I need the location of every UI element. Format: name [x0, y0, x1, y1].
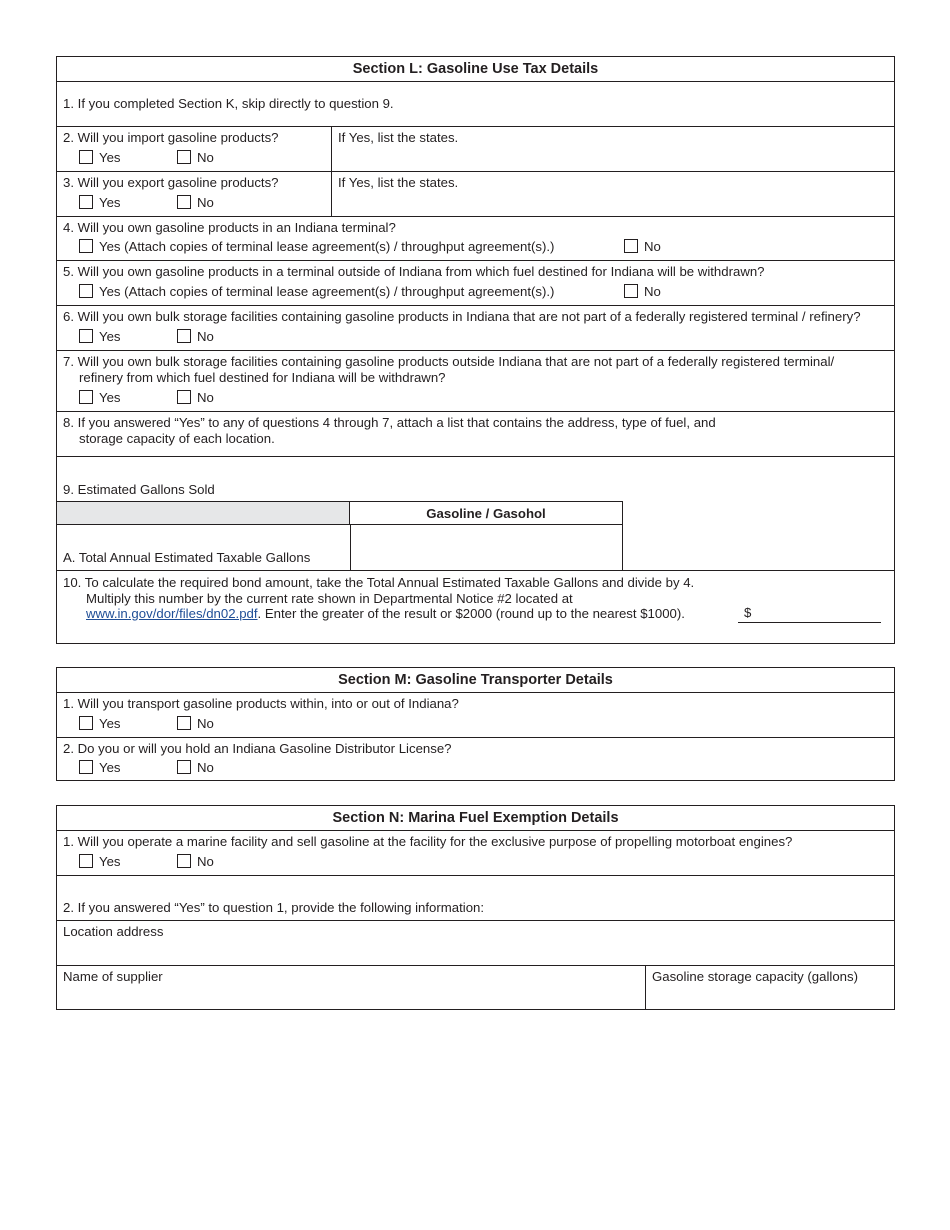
gallons-table [57, 501, 623, 571]
section-l-title: Section L: Gasoline Use Tax Details [352, 61, 599, 77]
section-n [56, 805, 895, 1010]
checkbox[interactable] [177, 760, 191, 774]
checkbox[interactable] [79, 329, 93, 343]
checkbox[interactable] [177, 716, 191, 730]
checkbox[interactable] [177, 150, 191, 164]
l-q4-yes[interactable]: Yes (Attach copies of terminal lease agreement(s) / throughput agreement(s).) [79, 239, 554, 254]
l-q10-text-line1: 10. To calculate the required bond amount, take the Total Annual Estimated Taxable Gallons and divide by 4. [63, 575, 695, 590]
l-q7-yes[interactable]: Yes [79, 390, 121, 405]
m-q2-row [57, 737, 894, 780]
l-q3-no[interactable]: No [177, 195, 214, 210]
n-q2-row [57, 875, 894, 920]
l-q10-row [57, 570, 894, 643]
section-m-title: Section M: Gasoline Transporter Details [338, 672, 613, 688]
divider [331, 172, 332, 216]
l-q2-row [57, 126, 894, 171]
m-q1-yes[interactable]: Yes [79, 716, 121, 731]
l-q6-yes[interactable]: Yes [79, 329, 121, 344]
l-q3-text: 3. Will you export gasoline products? [63, 175, 279, 190]
l-q7-text-line2: refinery from which fuel destined for Indiana will be withdrawn? [79, 370, 446, 385]
l-q7-row [57, 350, 894, 411]
n-q1-text: 1. Will you operate a marine facility and sell gasoline at the facility for the exclusive purpose of propelling motorboat engines? [63, 834, 793, 849]
m-q2-yes[interactable]: Yes [79, 760, 121, 775]
supplier-name-label: Name of supplier [63, 969, 163, 984]
m-q2-no[interactable]: No [177, 760, 214, 775]
m-q1-text: 1. Will you transport gasoline products within, into or out of Indiana? [63, 696, 459, 711]
divider [331, 127, 332, 171]
location-address-label: Location address [63, 924, 164, 939]
l-q6-no[interactable]: No [177, 329, 214, 344]
checkbox[interactable] [177, 195, 191, 209]
section-l [56, 56, 895, 644]
n-q1-row [57, 830, 894, 875]
l-q3-row [57, 171, 894, 216]
l-q1-row [57, 81, 894, 126]
section-n-title: Section N: Marina Fuel Exemption Details [332, 810, 619, 826]
l-q10-text-line3: www.in.gov/dor/files/dn02.pdf. Enter the greater of the result or $2000 (round up to the nearest $1000). [86, 606, 685, 621]
l-q1-text: 1. If you completed Section K, skip directly to question 9. [63, 96, 394, 111]
l-q4-row [57, 216, 894, 260]
checkbox[interactable] [79, 854, 93, 868]
gallons-table-col-header: Gasoline / Gasohol [350, 502, 622, 525]
l-q5-yes[interactable]: Yes (Attach copies of terminal lease agreement(s) / throughput agreement(s).) [79, 284, 554, 299]
checkbox[interactable] [624, 239, 638, 253]
l-q3-yes[interactable]: Yes [79, 195, 121, 210]
dn02-link[interactable]: www.in.gov/dor/files/dn02.pdf [86, 606, 258, 621]
l-q4-text: 4. Will you own gasoline products in an Indiana terminal? [63, 220, 396, 235]
l-q2-states-field[interactable]: If Yes, list the states. [338, 130, 459, 145]
l-q7-text-line1: 7. Will you own bulk storage facilities containing gasoline products outside Indiana that are not part of a federally registered terminal/ [63, 354, 835, 369]
n-q1-no[interactable]: No [177, 854, 214, 869]
storage-capacity-label: Gasoline storage capacity (gallons) [652, 969, 858, 984]
checkbox[interactable] [177, 854, 191, 868]
n-q1-yes[interactable]: Yes [79, 854, 121, 869]
checkbox[interactable] [79, 195, 93, 209]
checkbox[interactable] [79, 390, 93, 404]
dollar-sign: $ [744, 605, 752, 620]
l-q8-text-line1: 8. If you answered “Yes” to any of questions 4 through 7, attach a list that contains the address, type of fuel, and [63, 415, 716, 430]
checkbox[interactable] [79, 760, 93, 774]
m-q1-row [57, 692, 894, 737]
n-supplier-row [57, 965, 894, 1009]
checkbox[interactable] [79, 150, 93, 164]
bond-amount-input[interactable] [738, 622, 881, 623]
checkbox[interactable] [79, 716, 93, 730]
l-q4-no[interactable]: No [624, 239, 661, 254]
l-q5-row [57, 260, 894, 305]
l-q7-no[interactable]: No [177, 390, 214, 405]
m-q1-no[interactable]: No [177, 716, 214, 731]
l-q6-text: 6. Will you own bulk storage facilities containing gasoline products in Indiana that are not part of a federally registered terminal / refinery? [63, 309, 861, 324]
l-q2-text: 2. Will you import gasoline products? [63, 130, 279, 145]
l-q10-text-line2: Multiply this number by the current rate shown in Departmental Notice #2 located at [86, 591, 573, 606]
m-q2-text: 2. Do you or will you hold an Indiana Gasoline Distributor License? [63, 741, 452, 756]
l-q9-row [57, 456, 894, 570]
checkbox[interactable] [79, 284, 93, 298]
n-q2-text: 2. If you answered “Yes” to question 1, provide the following information: [63, 900, 485, 915]
l-q8-row [57, 411, 894, 456]
l-q3-states-field[interactable]: If Yes, list the states. [338, 175, 459, 190]
l-q2-yes[interactable]: Yes [79, 150, 121, 165]
gallons-table-blank-header [57, 502, 350, 525]
checkbox[interactable] [177, 329, 191, 343]
l-q5-no[interactable]: No [624, 284, 661, 299]
checkbox[interactable] [79, 239, 93, 253]
l-q9-text: 9. Estimated Gallons Sold [63, 482, 215, 497]
checkbox[interactable] [177, 390, 191, 404]
checkbox[interactable] [624, 284, 638, 298]
n-location-row[interactable] [57, 920, 894, 965]
total-gallons-input[interactable] [350, 525, 622, 571]
l-q6-row [57, 305, 894, 350]
gallons-table-row-label: A. Total Annual Estimated Taxable Gallons [63, 550, 311, 565]
l-q8-text-line2: storage capacity of each location. [79, 431, 275, 446]
section-m [56, 667, 895, 781]
l-q5-text: 5. Will you own gasoline products in a terminal outside of Indiana from which fuel destined for Indiana will be withdrawn? [63, 264, 765, 279]
l-q2-no[interactable]: No [177, 150, 214, 165]
divider [645, 966, 646, 1009]
